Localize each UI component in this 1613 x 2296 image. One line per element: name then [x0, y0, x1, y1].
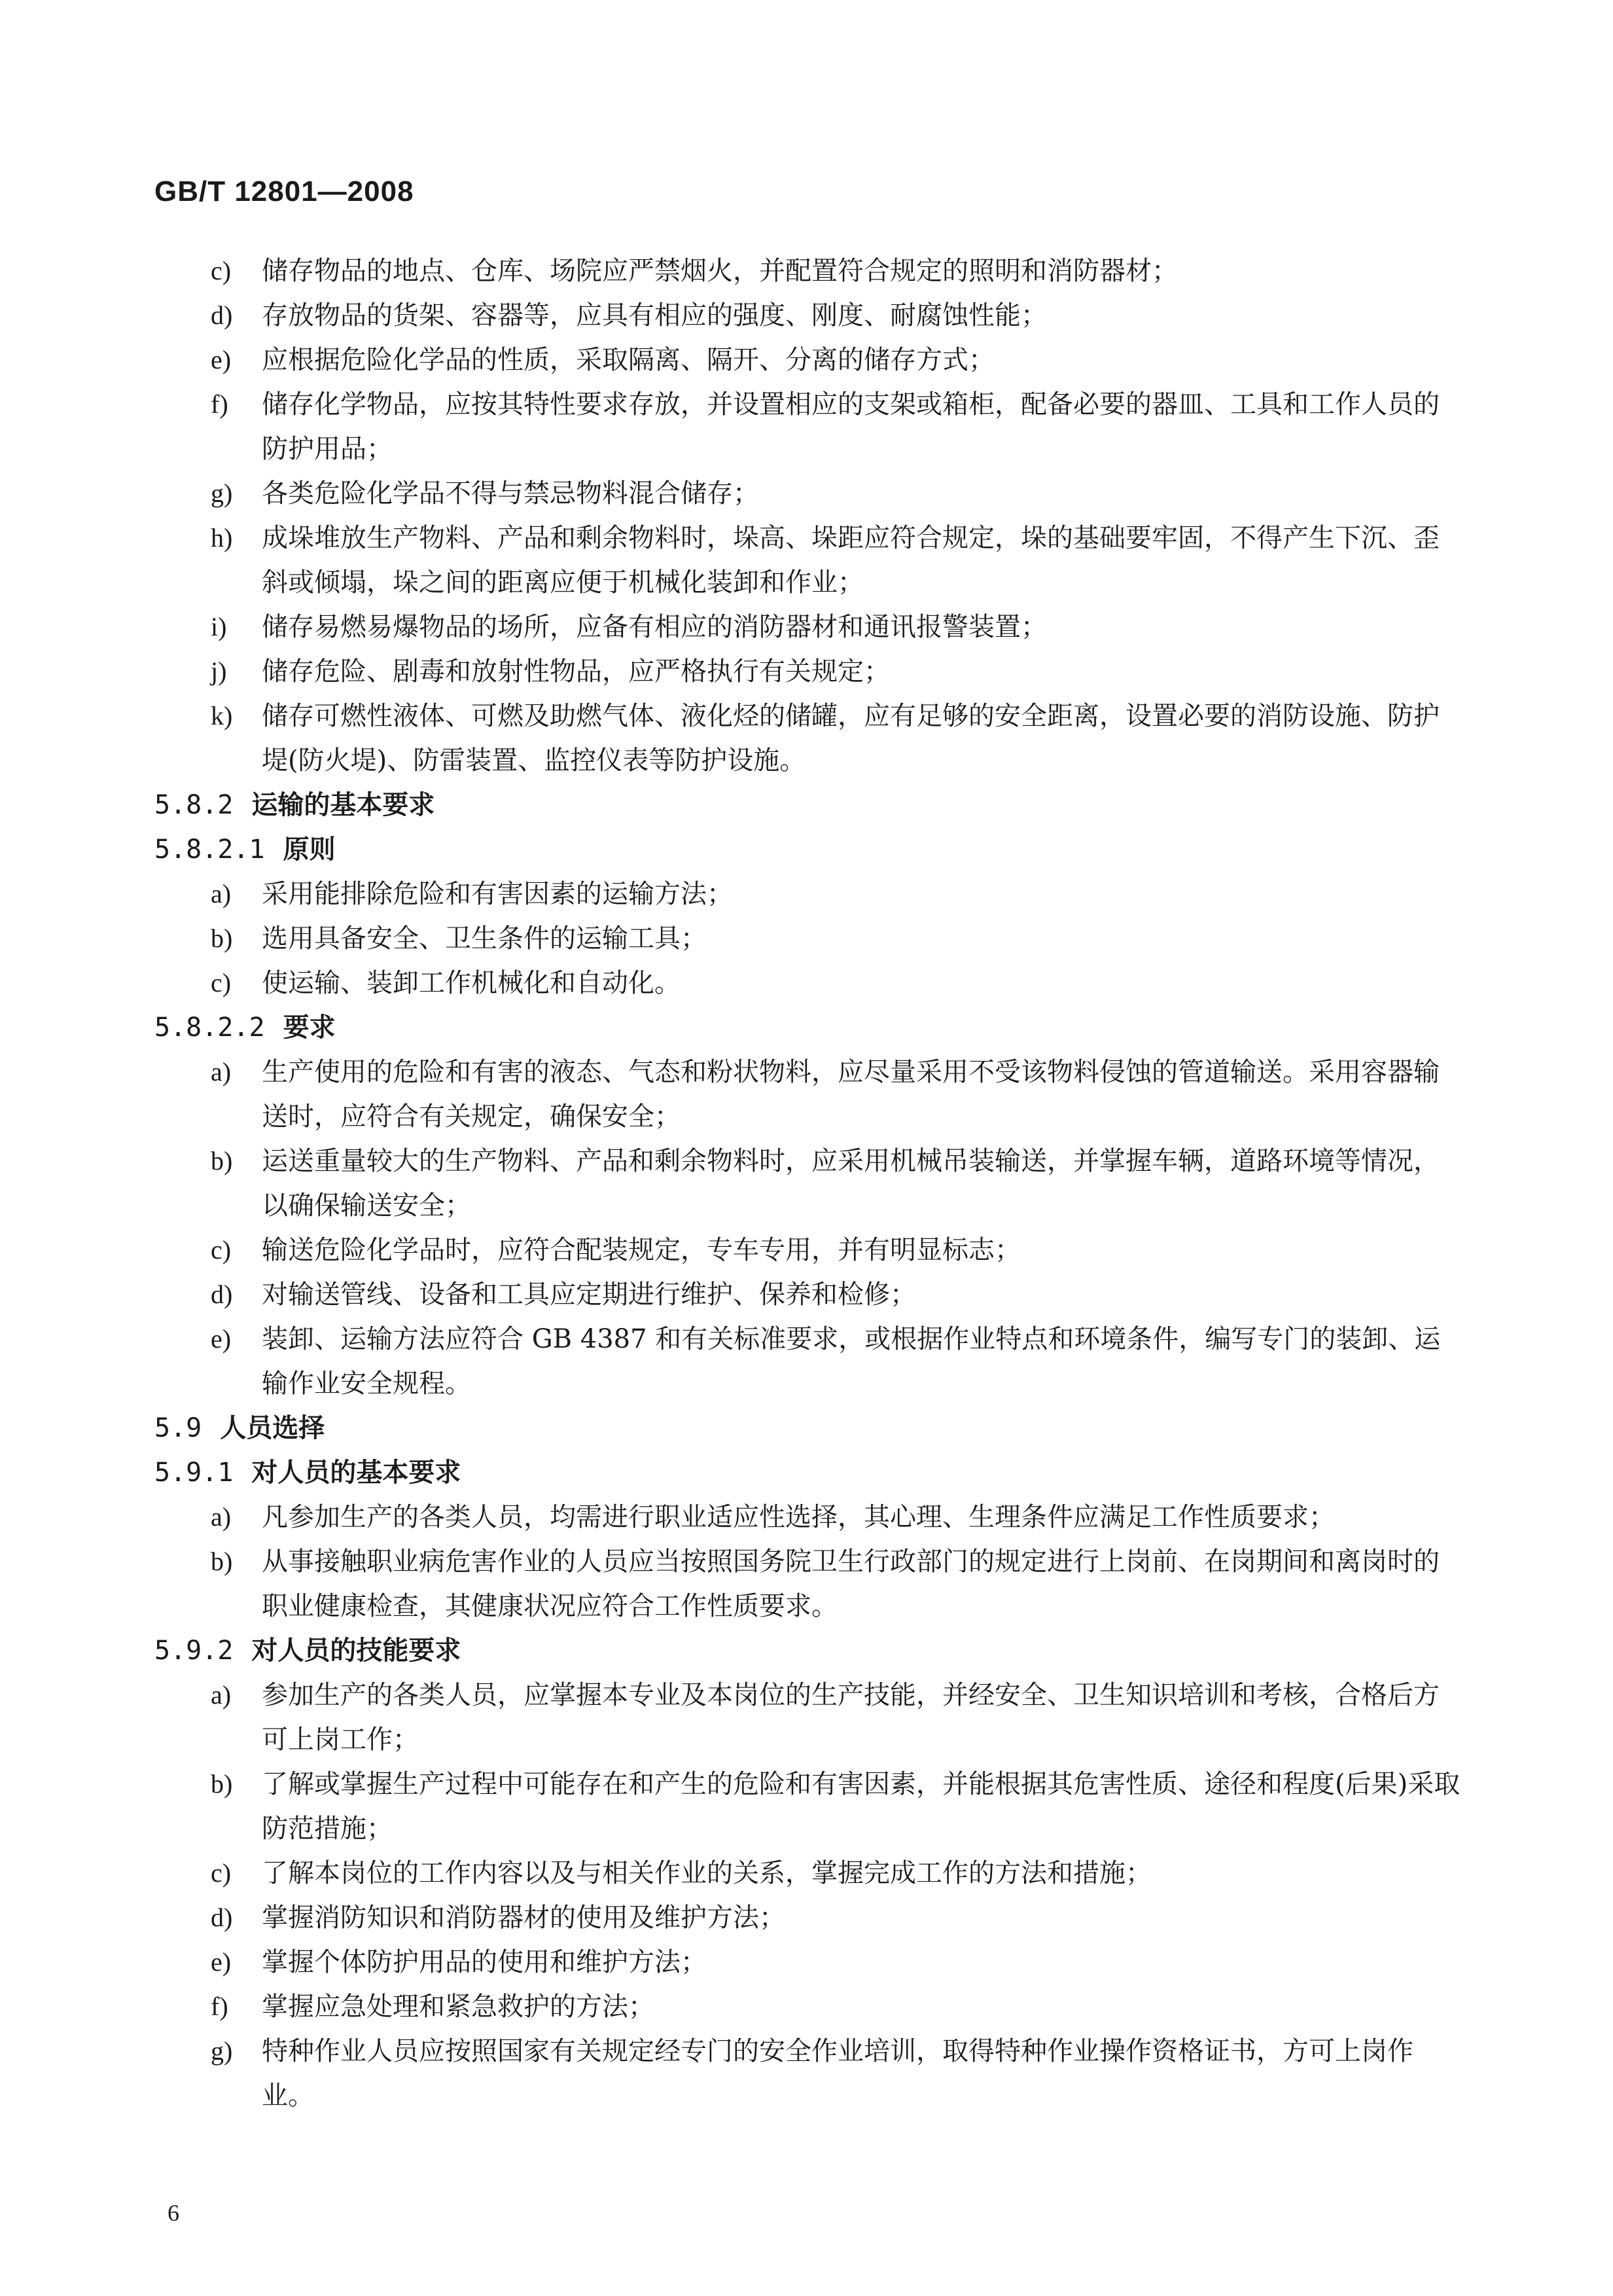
section-heading-5-9-1: [154, 1450, 1463, 1495]
item-text: 了解本岗位的工作内容以及与相关作业的关系，掌握完成工作的方法和措施；: [262, 1858, 1152, 1888]
list-item: [154, 249, 1463, 293]
item-marker: i): [211, 612, 227, 641]
item-marker: b): [211, 1547, 233, 1576]
item-marker: e): [211, 1324, 232, 1354]
item-marker: g): [211, 2036, 233, 2066]
item-marker: d): [211, 300, 233, 330]
item-text: 凡参加生产的各类人员，均需进行职业适应性选择，其心理、生理条件应满足工作性质要求；: [262, 1502, 1335, 1532]
standard-code: GB/T 12801—2008: [154, 175, 414, 207]
list-item: [154, 1895, 1463, 1940]
item-marker: b): [211, 1769, 233, 1799]
item-marker: c): [211, 1858, 232, 1888]
item-marker: e): [211, 345, 232, 374]
list-item: [154, 649, 1463, 694]
section-title: 要求: [283, 1013, 336, 1043]
transport-list: [154, 1050, 1463, 1406]
page-number: 6: [168, 2200, 179, 2226]
item-marker: h): [211, 523, 233, 552]
list-item: [154, 1272, 1463, 1317]
section-heading-5-8-2-2: [154, 1005, 1463, 1050]
list-item: [154, 916, 1463, 961]
principle-list: [154, 872, 1463, 1005]
section-number: 5.9.2: [154, 1636, 234, 1666]
document-body: [154, 249, 1463, 2118]
section-title: 人员选择: [220, 1413, 325, 1443]
item-marker: d): [211, 1903, 233, 1932]
section-title: 运输的基本要求: [251, 790, 435, 820]
list-item: [154, 961, 1463, 1005]
list-item: [154, 1539, 1463, 1628]
list-item: [154, 1317, 1463, 1406]
list-item: [154, 1940, 1463, 1984]
item-text: 采用能排除危险和有害因素的运输方法；: [262, 879, 733, 909]
item-text: 掌握应急处理和紧急救护的方法；: [262, 1992, 654, 2022]
list-item: [154, 516, 1463, 605]
section-title: 原则: [283, 834, 336, 865]
list-item: [154, 382, 1463, 471]
item-text: 从事接触职业病危害作业的人员应当按照国务院卫生行政部门的规定进行上岗前、在岗期间和离岗时的职业健康检查，其健康状况应符合工作性质要求。: [262, 1547, 1440, 1621]
item-marker: g): [211, 478, 233, 508]
list-item: [154, 1228, 1463, 1272]
list-item: [154, 1050, 1463, 1139]
item-text: 对输送管线、设备和工具应定期进行维护、保养和检修；: [262, 1280, 916, 1310]
item-marker: b): [211, 924, 233, 953]
list-item: [154, 1495, 1463, 1539]
section-title: 对人员的基本要求: [251, 1458, 461, 1488]
list-item: [154, 1673, 1463, 1762]
item-text: 参加生产的各类人员，应掌握本专业及本岗位的生产技能，并经安全、卫生知识培训和考核，合格后方可上岗工作；: [262, 1680, 1440, 1755]
list-item: [154, 471, 1463, 516]
list-item: [154, 605, 1463, 649]
item-text: 了解或掌握生产过程中可能存在和产生的危险和有害因素，并能根据其危害性质、途径和程度(后果)采取防范措施；: [262, 1769, 1461, 1844]
item-text: 特种作业人员应按照国家有关规定经专门的安全作业培训，取得特种作业操作资格证书，方可上岗作业。: [262, 2036, 1413, 2111]
section-number: 5.9: [154, 1413, 202, 1443]
item-text: 选用具备安全、卫生条件的运输工具；: [262, 924, 707, 954]
item-marker: c): [211, 256, 232, 285]
section-title: 对人员的技能要求: [251, 1636, 461, 1666]
item-marker: f): [211, 389, 228, 419]
section-heading-5-8-2: [154, 783, 1463, 827]
item-marker: c): [211, 968, 232, 997]
skill-requirements-list: [154, 1673, 1463, 2118]
item-marker: f): [211, 1992, 228, 2021]
item-text: 储存物品的地点、仓库、场院应严禁烟火，并配置符合规定的照明和消防器材；: [262, 256, 1178, 286]
item-marker: a): [211, 1057, 232, 1086]
section-heading-5-9: [154, 1406, 1463, 1450]
item-text: 掌握消防知识和消防器材的使用及维护方法；: [262, 1903, 785, 1933]
item-marker: b): [211, 1146, 233, 1175]
item-text: 储存可燃性液体、可燃及助燃气体、液化烃的储罐，应有足够的安全距离，设置必要的消防设施、防护堤(防火堤)、防雷装置、监控仪表等防护设施。: [262, 701, 1440, 776]
section-number: 5.8.2.1: [154, 834, 265, 865]
storage-list: [154, 249, 1463, 783]
item-text: 存放物品的货架、容器等，应具有相应的强度、刚度、耐腐蚀性能；: [262, 300, 1047, 331]
list-item: [154, 694, 1463, 783]
item-text: 使运输、装卸工作机械化和自动化。: [262, 968, 681, 998]
item-marker: a): [211, 1502, 232, 1532]
item-text: 成垛堆放生产物料、产品和剩余物料时，垛高、垛距应符合规定，垛的基础要牢固，不得产生下沉、歪斜或倾塌，垛之间的距离应便于机械化装卸和作业；: [262, 523, 1440, 598]
item-marker: c): [211, 1235, 232, 1265]
item-marker: j): [211, 656, 227, 686]
section-number: 5.8.2.2: [154, 1013, 265, 1043]
section-heading-5-8-2-1: [154, 827, 1463, 872]
item-text: 掌握个体防护用品的使用和维护方法；: [262, 1947, 707, 1977]
item-text: 储存易燃易爆物品的场所，应备有相应的消防器材和通讯报警装置；: [262, 612, 1047, 642]
section-heading-5-9-2: [154, 1628, 1463, 1673]
item-marker: e): [211, 1947, 232, 1977]
list-item: [154, 1851, 1463, 1895]
basic-requirements-list: [154, 1495, 1463, 1628]
list-item: [154, 338, 1463, 382]
section-number: 5.9.1: [154, 1458, 234, 1488]
item-marker: k): [211, 701, 233, 730]
list-item: [154, 2029, 1463, 2118]
item-marker: a): [211, 1680, 232, 1710]
item-text: 储存危险、剧毒和放射性物品，应严格执行有关规定；: [262, 656, 890, 687]
item-text: 输送危险化学品时，应符合配装规定，专车专用，并有明显标志；: [262, 1235, 1021, 1265]
item-text: 装卸、运输方法应符合 GB 4387 和有关标准要求，或根据作业特点和环境条件，编写专门的装卸、运输作业安全规程。: [262, 1324, 1441, 1399]
item-text: 运送重量较大的生产物料、产品和剩余物料时，应采用机械吊装输送，并掌握车辆，道路环境等情况，以确保输送安全；: [262, 1146, 1440, 1221]
list-item: [154, 1762, 1463, 1851]
list-item: [154, 293, 1463, 338]
item-text: 应根据危险化学品的性质，采取隔离、隔开、分离的储存方式；: [262, 345, 995, 375]
item-text: 储存化学物品，应按其特性要求存放，并设置相应的支架或箱柜，配备必要的器皿、工具和工作人员的防护用品；: [262, 389, 1440, 464]
item-marker: d): [211, 1280, 233, 1309]
item-text: 各类危险化学品不得与禁忌物料混合储存；: [262, 478, 759, 509]
item-text: 生产使用的危险和有害的液态、气态和粉状物料，应尽量采用不受该物料侵蚀的管道输送。采用容器输送时，应符合有关规定，确保安全；: [262, 1057, 1440, 1132]
section-number: 5.8.2: [154, 790, 234, 820]
list-item: [154, 1984, 1463, 2029]
list-item: [154, 872, 1463, 916]
list-item: [154, 1139, 1463, 1228]
item-marker: a): [211, 879, 232, 908]
